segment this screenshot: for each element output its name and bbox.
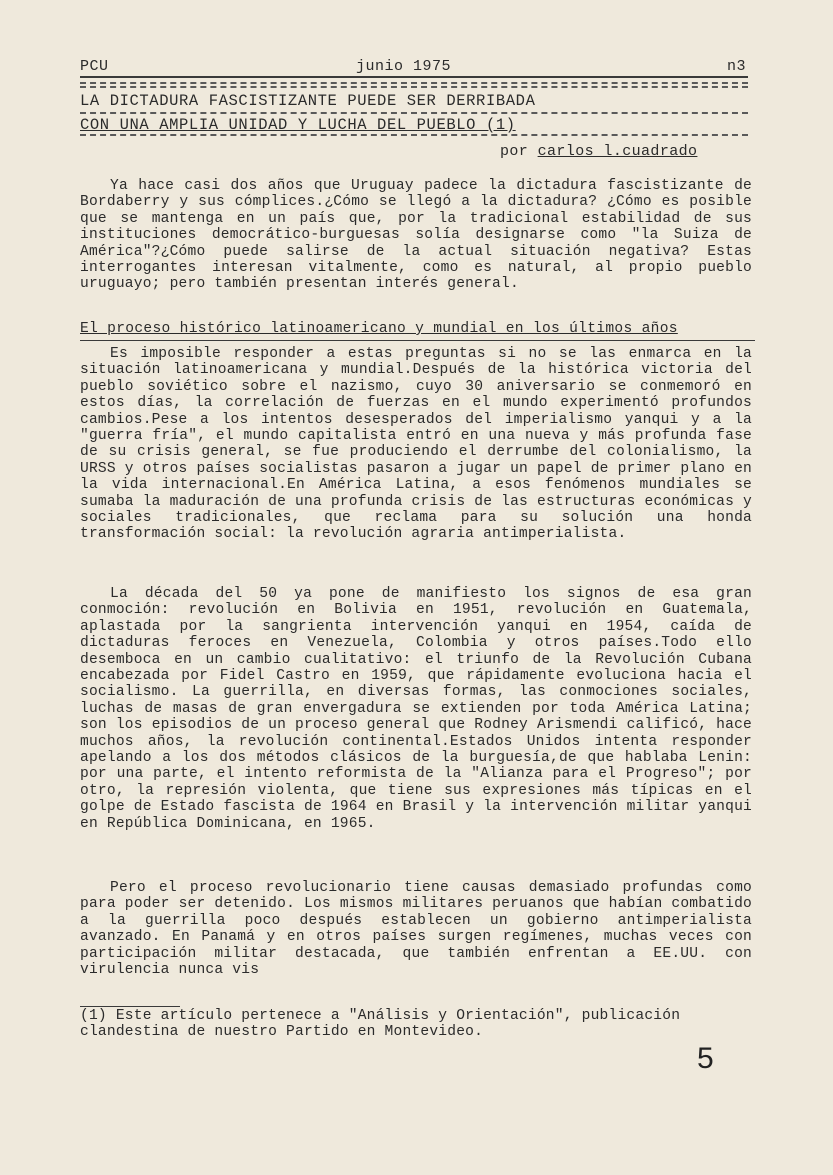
article-title-line-2: CON UNA AMPLIA UNIDAD Y LUCHA DEL PUEBLO (1) — [80, 116, 516, 134]
byline — [500, 143, 697, 160]
title-divider — [80, 112, 748, 114]
header-divider-2 — [80, 86, 748, 88]
page-number: 5 — [697, 1042, 714, 1075]
header-divider — [80, 82, 748, 84]
header-date: junio 1975 — [356, 58, 452, 75]
section-divider — [80, 340, 755, 341]
footnote-divider — [80, 1006, 180, 1007]
byline-author: carlos l.cuadrado — [537, 143, 698, 160]
byline-prefix: por — [500, 143, 538, 160]
title-divider-2 — [80, 134, 748, 136]
header-issue: n3 — [726, 58, 746, 75]
header-publication: PCU — [80, 58, 109, 75]
article-title-line-1: LA DICTADURA FASCISTIZANTE PUEDE SER DERRIBADA — [80, 92, 536, 110]
page-header — [80, 58, 748, 78]
body-paragraph-2: Es imposible responder a estas preguntas si no se las enmarca en la situación latinoamericana y mundial.Después de la histórica victoria del pueblo soviético sobre el nazismo, cuyo 30 aniversario se conmemoró en estos días, la correlación de fuerzas en el mundo experimentó profundos cambios.Pese a los intentos desesperados del imperialismo yanqui y a la "guerra fría", el mundo capitalista entró en una nueva y más profunda fase de su crisis general, se fue produciendo el derrumbe del colonialismo, la URSS y otros países socialistas pasaron a jugar un papel de primer plano en la vida internacional.En América Latina, a esos fenómenos mundiales se sumaba la maduración de una profunda crisis de las estructuras económicas y sociales tradicionales, que reclama para su solución una honda transformación social: la revolución agraria antimperialista. — [80, 346, 752, 543]
body-paragraph-4: Pero el proceso revolucionario tiene causas demasiado profundas como para poder ser detenido. Los mismos militares peruanos que habían combatido a la guerrilla poco después establecen un gobierno antimperialista avanzado. En Panamá y en otros países surgen regímenes, muchas veces con participación militar destacada, que también enfrentan a EE.UU. con virulencia nunca vis — [80, 880, 752, 979]
footnote: (1) Este artículo pertenece a "Análisis y Orientación", publicación clandestina de nuestro Partido en Montevideo. — [80, 1008, 681, 1041]
body-paragraph-3: La década del 50 ya pone de manifiesto los signos de esa gran conmoción: revolución en Bolivia en 1951, revolución en Guatemala, aplastada por la sangrienta intervención yanqui en 1954, caída de dictaduras feroces en Venezuela, Colombia y otros países.Todo ello desemboca en un cambio cualitativo: el triunfo de la Revolución Cubana encabezada por Fidel Castro en 1959, que rápidamente evoluciona hacia el socialismo. La guerrilla, en diversas formas, las conmociones sociales, luchas de masas de gran envergadura se extienden por toda América Latina; son los episodios de un proceso general que Rodney Arismendi calificó, hace muchos años, la revolución continental.Estados Unidos intenta responder apelando a los dos métodos clásicos de la burguesía,de que hablaba Lenin: por una parte, el intento reformista de la "Alianza para el Progreso"; por otro, la represión violenta, que tiene sus expresiones más típicas en el golpe de Estado fascista de 1964 en Brasil y la intervención militar yanqui en República Dominicana, en 1965. — [80, 586, 752, 832]
intro-paragraph: Ya hace casi dos años que Uruguay padece la dictadura fascistizante de Bordaberry y sus cómplices.¿Cómo se llegó a la dictadura? ¿Cómo es posible que se mantenga en un país que, por la tradicional estabilidad de sus instituciones democrático-burguesas solía designarse como "la Suiza de América"?¿Cómo puede salirse de la actual situación negativa? Estas interrogantes interesan vitalmente, como es natural, al propio pueblo uruguayo; pero también presentan interés general. — [80, 178, 752, 293]
section-heading: El proceso histórico latinoamericano y mundial en los últimos años — [80, 321, 678, 337]
